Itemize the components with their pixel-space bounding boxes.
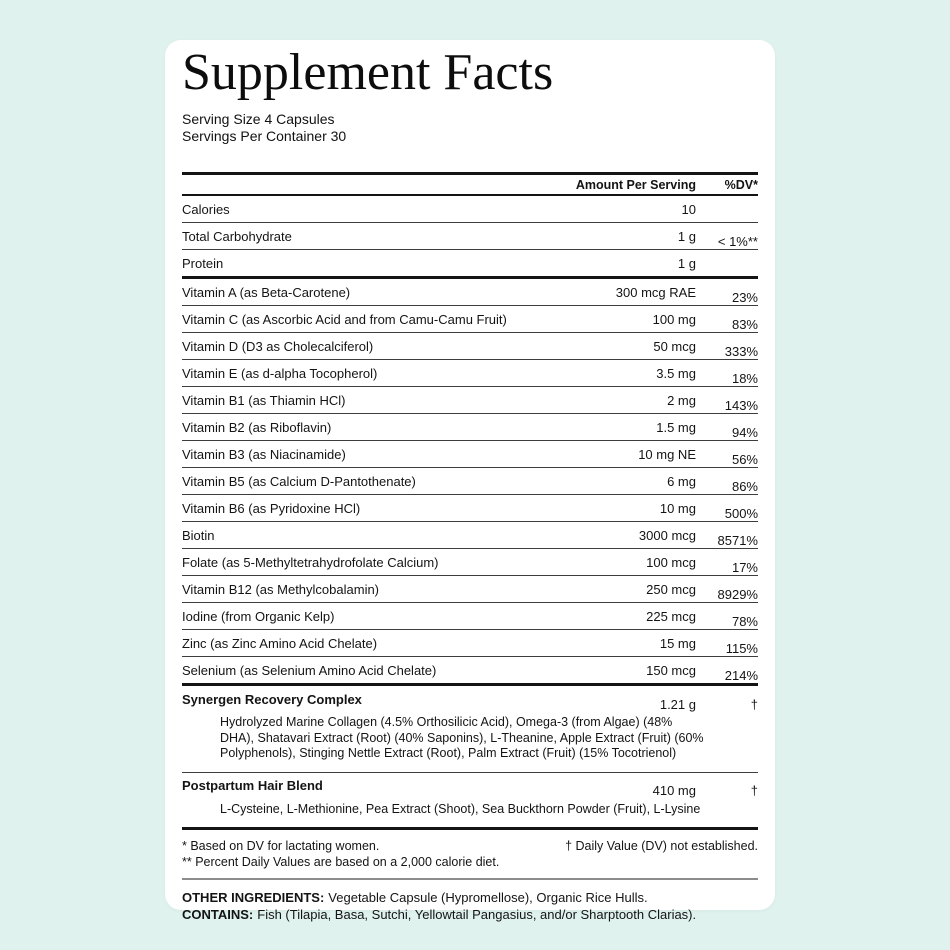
nutrient-name: Selenium (as Selenium Amino Acid Chelate)	[182, 662, 437, 678]
blend-amount: 410 mg	[652, 783, 696, 798]
nutrient-dv: 94%	[731, 424, 758, 440]
nutrient-dv: 8571%	[717, 532, 758, 548]
nutrient-row-vitamin-b5	[182, 468, 758, 495]
serving-size: Serving Size 4 Capsules	[182, 111, 335, 127]
nutrient-row-iodine	[182, 603, 758, 630]
nutrient-name: Zinc (as Zinc Amino Acid Chelate)	[182, 635, 378, 651]
nutrient-name: Folate (as 5-Methyltetrahydrofolate Calcium)	[182, 554, 439, 570]
nutrient-amount: 250 mcg	[646, 581, 696, 597]
nutrient-dv: 83%	[731, 316, 758, 332]
nutrient-row-vitamin-b2	[182, 414, 758, 441]
nutrient-amount: 15 mg	[659, 635, 696, 651]
nutrient-row-calories	[182, 196, 758, 223]
nutrient-dv: 214%	[724, 667, 758, 683]
nutrient-dv: 78%	[731, 613, 758, 629]
nutrient-dv: < 1%**	[717, 233, 758, 249]
nutrient-name: Total Carbohydrate	[182, 228, 292, 244]
nutrient-amount: 1.5 mg	[656, 419, 696, 435]
blend-name: Synergen Recovery Complex	[182, 691, 362, 707]
footnote-divider	[182, 878, 758, 880]
nutrient-name: Vitamin C (as Ascorbic Acid and from Camu-Camu Fruit)	[182, 311, 507, 327]
nutrient-amount: 150 mcg	[646, 662, 696, 678]
nutrition-table	[182, 172, 758, 923]
nutrient-amount: 225 mcg	[646, 608, 696, 624]
nutrient-row-vitamin-e	[182, 360, 758, 387]
nutrient-amount: 6 mg	[667, 473, 696, 489]
blend-dv: †	[750, 696, 758, 712]
nutrient-amount: 10 mg NE	[638, 446, 696, 462]
nutrient-name: Vitamin B2 (as Riboflavin)	[182, 419, 332, 435]
col-header-dv: %DV*	[724, 177, 758, 192]
nutrient-dv: 17%	[731, 559, 758, 575]
nutrient-row-vitamin-b1	[182, 387, 758, 414]
nutrient-row-vitamin-b3	[182, 441, 758, 468]
table-header-row	[182, 172, 758, 196]
nutrient-dv: 86%	[731, 478, 758, 494]
blend-row	[182, 686, 758, 712]
nutrient-name: Vitamin B6 (as Pyridoxine HCl)	[182, 500, 361, 516]
nutrient-dv: 23%	[731, 289, 758, 305]
nutrient-amount: 1 g	[677, 228, 696, 244]
blend-ingredients: Hydrolyzed Marine Collagen (4.5% Orthosilicic Acid), Omega-3 (from Algae) (48% DHA), Shatavari Extract (Root) (40% Saponins), L-Theanine, Apple Extract (Fruit) (60% Polyphenols), Stinging Nettle Extract (Root), Palm Extract (Fruit) (15% Tocotrienol)	[220, 715, 704, 760]
nutrient-dv: 56%	[731, 451, 758, 467]
footnote-dagger: † Daily Value (DV) not established.	[565, 839, 758, 853]
nutrient-row-biotin	[182, 522, 758, 549]
blend-section-postpartum	[182, 773, 758, 831]
nutrient-row-vitamin-c	[182, 306, 758, 333]
contains-text: Fish (Tilapia, Basa, Sutchi, Yellowtail Pangasius, and/or Sharptooth Clarias).	[257, 906, 697, 922]
supplement-facts-panel	[165, 40, 775, 922]
col-header-amount: Amount Per Serving	[575, 177, 696, 192]
nutrient-amount: 3000 mcg	[638, 527, 696, 543]
nutrient-name: Protein	[182, 255, 224, 271]
nutrient-row-vitamin-d	[182, 333, 758, 360]
nutrient-amount: 300 mcg RAE	[615, 284, 696, 300]
nutrient-name: Vitamin B5 (as Calcium D-Pantothenate)	[182, 473, 416, 489]
nutrient-amount: 10 mg	[659, 500, 696, 516]
nutrient-amount: 100 mcg	[646, 554, 696, 570]
contains-label: CONTAINS:	[182, 906, 254, 922]
footnote-star: * Based on DV for lactating women.	[182, 839, 380, 853]
nutrient-row-vitamin-a	[182, 279, 758, 306]
serving-info	[182, 111, 758, 145]
nutrient-row-vitamin-b12	[182, 576, 758, 603]
servings-per-container: Servings Per Container 30	[182, 128, 347, 144]
panel-title: Supplement Facts	[182, 44, 554, 101]
nutrient-amount: 3.5 mg	[656, 365, 696, 381]
nutrient-row-selenium	[182, 657, 758, 686]
nutrient-name: Vitamin B12 (as Methylcobalamin)	[182, 581, 380, 597]
other-ingredients-text: Vegetable Capsule (Hypromellose), Organic Rice Hulls.	[328, 889, 648, 905]
nutrient-name: Biotin	[182, 527, 215, 543]
nutrient-row-zinc	[182, 630, 758, 657]
nutrient-dv: 143%	[724, 397, 758, 413]
nutrient-name: Vitamin D (D3 as Cholecalciferol)	[182, 338, 374, 354]
nutrient-dv: 8929%	[717, 586, 758, 602]
contains-line	[182, 906, 758, 923]
nutrient-amount: 100 mg	[652, 311, 696, 327]
nutrient-name: Iodine (from Organic Kelp)	[182, 608, 335, 624]
footnote-double-star: ** Percent Daily Values are based on a 2,000 calorie diet.	[182, 855, 500, 869]
blend-ingredients: L-Cysteine, L-Methionine, Pea Extract (Shoot), Sea Buckthorn Powder (Fruit), L-Lysine	[220, 801, 701, 816]
footnotes	[182, 838, 758, 870]
nutrient-name: Vitamin A (as Beta-Carotene)	[182, 284, 351, 300]
nutrient-name: Vitamin E (as d-alpha Tocopherol)	[182, 365, 378, 381]
nutrient-name: Calories	[182, 201, 230, 217]
nutrient-dv: 115%	[725, 640, 758, 656]
nutrient-amount: 10	[681, 201, 696, 217]
blend-section-synergen	[182, 686, 758, 773]
nutrient-amount: 1 g	[677, 255, 696, 271]
nutrient-dv: 500%	[724, 505, 758, 521]
nutrient-name: Vitamin B1 (as Thiamin HCl)	[182, 392, 346, 408]
nutrient-amount: 50 mcg	[653, 338, 696, 354]
nutrient-name: Vitamin B3 (as Niacinamide)	[182, 446, 346, 462]
nutrient-row-vitamin-b6	[182, 495, 758, 522]
other-ingredients-label: OTHER INGREDIENTS:	[182, 889, 325, 905]
other-ingredients-line	[182, 889, 758, 906]
blend-amount: 1.21 g	[659, 696, 696, 712]
nutrient-dv: 18%	[731, 370, 758, 386]
blend-row	[182, 773, 758, 799]
nutrient-row-carbohydrate	[182, 223, 758, 250]
blend-name: Postpartum Hair Blend	[182, 778, 323, 793]
nutrient-row-folate	[182, 549, 758, 576]
blend-dv: †	[750, 783, 758, 798]
nutrient-row-protein	[182, 250, 758, 279]
nutrient-amount: 2 mg	[667, 392, 696, 408]
nutrient-dv: 333%	[724, 343, 758, 359]
